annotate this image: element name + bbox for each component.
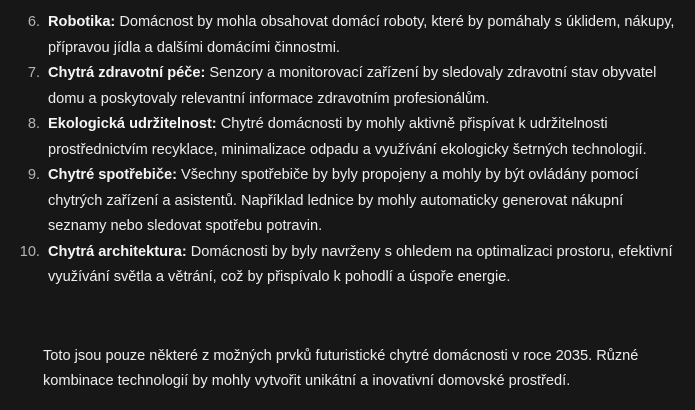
item-title: Robotika: <box>48 14 116 30</box>
list-item <box>0 112 695 163</box>
list-item <box>0 240 695 291</box>
list-item <box>0 163 695 240</box>
item-text: Senzory a monitorovací zařízení by sledovaly zdravotní stav obyvatel domu a poskytovaly relevantní informace zdravotním profesionálům. <box>48 65 657 107</box>
item-text: Chytré domácnosti by mohly aktivně přispívat k udržitelnosti prostřednictvím recyklace, minimalizace odpadu a využívání ekologicky šetrných technologií. <box>48 116 647 158</box>
clipped-previous-line <box>0 0 695 5</box>
list-number: 10. <box>19 243 40 260</box>
item-text: Domácnosti by byly navrženy s ohledem na optimalizaci prostoru, efektivní využívání světla a větrání, což by přispívalo k pohodlí a úspoře energie. <box>48 243 673 285</box>
list-item <box>0 61 695 112</box>
list-number: 7. <box>27 65 40 81</box>
list-item <box>0 10 695 61</box>
list-number: 6. <box>27 14 40 30</box>
item-title: Chytré spotřebiče: <box>48 167 177 183</box>
item-title: Chytrá architektura: <box>48 243 187 260</box>
list-number: 8. <box>27 116 40 132</box>
list-number: 9. <box>27 167 40 183</box>
item-text: Domácnost by mohla obsahovat domácí roboty, které by pomáhaly s úklidem, nákupy, přípravou jídla a dalšími domácími činnostmi. <box>48 14 675 56</box>
item-text: Všechny spotřebiče by byly propojeny a mohly by být ovládány pomocí chytrých zařízení a asistentů. Například lednice by mohly automaticky generovat nákupní seznamy nebo sledovat spotřebu potravin. <box>48 167 639 234</box>
feature-list <box>0 10 695 291</box>
item-title: Ekologická udržitelnost: <box>48 116 217 132</box>
item-title: Chytrá zdravotní péče: <box>48 65 206 81</box>
closing-paragraph: Toto jsou pouze některé z možných prvků futuristické chytré domácnosti v roce 2035. Různé kombinace technologií by mohly vytvořit unikátní a inovativní domovské prostředí. <box>43 347 639 390</box>
